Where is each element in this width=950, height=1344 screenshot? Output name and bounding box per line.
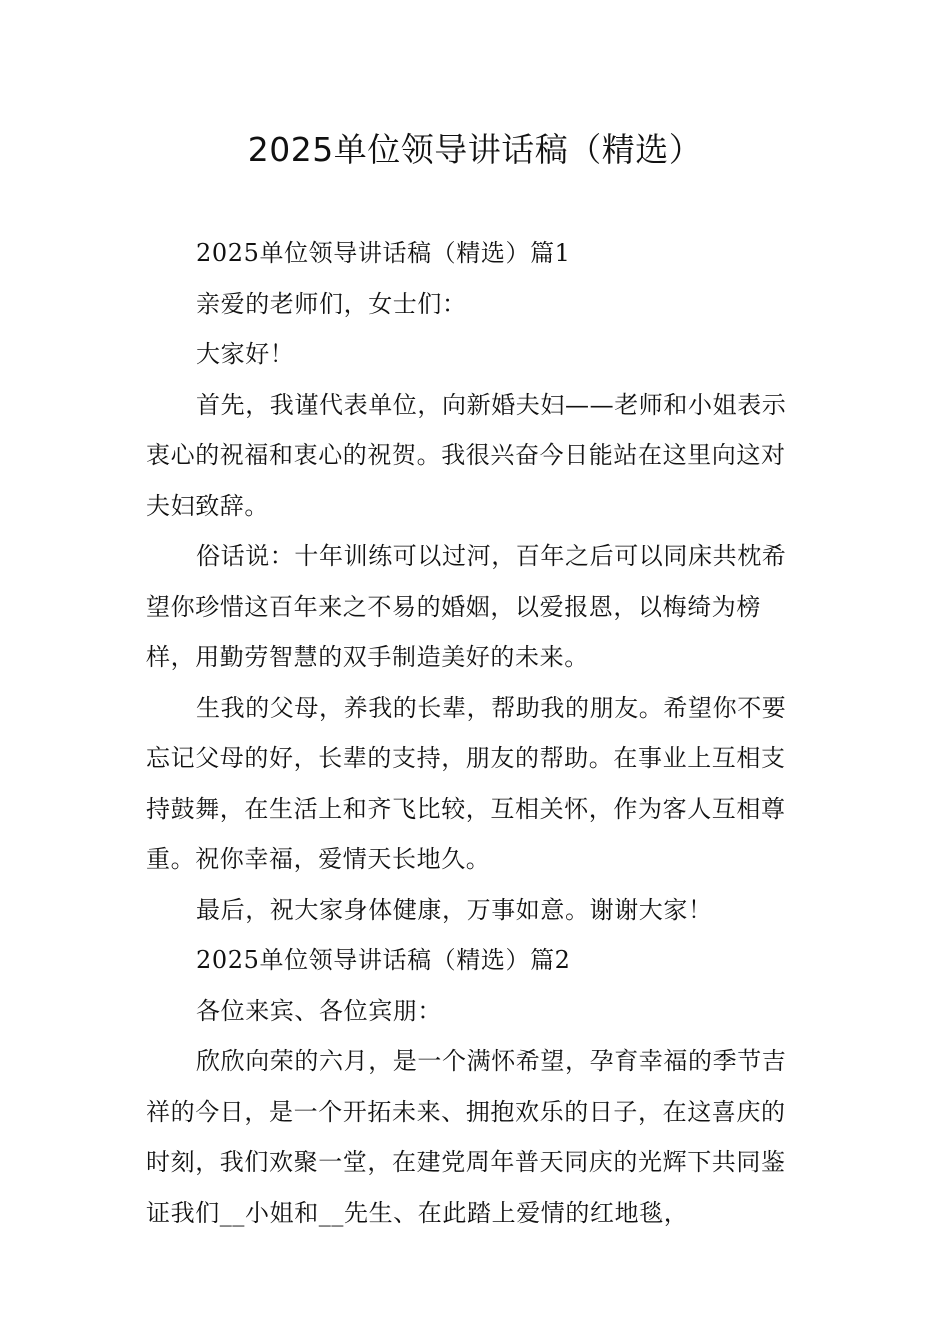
greeting: 大家好！ [196,340,295,368]
paragraph-june: 欣欣向荣的六月，是一个满怀希望，孕育幸福的季节吉祥的今日，是一个开拓未来、拥抱欢乐的日子，在这喜庆的时刻，我们欢聚一堂，在建党周年普天同庆的光辉下共同鉴证我们__小姐和__先生、在此踏上爱情的红地毯， [146,1047,787,1227]
section-heading-2: 2025单位领导讲话稿（精选）篇2 [196,946,571,974]
paragraph-congratulation: 首先，我谨代表单位，向新婚夫妇——老师和小姐表示衷心的祝福和衷心的祝贺。我很兴奋今日能站在这里向这对夫妇致辞。 [146,390,787,520]
salutation-2: 各位来宾、各位宾朋： [196,996,442,1025]
document-title: 2025单位领导讲话稿（精选） [247,130,703,169]
document-body [146,228,806,1238]
paragraph-gratitude: 生我的父母，养我的长辈，帮助我的朋友。希望你不要忘记父母的好，长辈的支持，朋友的帮助。在事业上互相支持鼓舞，在生活上和齐飞比较，互相关怀，作为客人互相尊重。祝你幸福，爱情天长地久。 [146,693,787,873]
paragraph-proverb: 俗话说：十年训练可以过河，百年之后可以同床共枕希望你珍惜这百年来之不易的婚姻，以爱报恩，以梅绮为榜样，用勤劳智慧的双手制造美好的未来。 [146,542,787,671]
section-heading-1: 2025单位领导讲话稿（精选）篇1 [196,239,571,267]
salutation-1: 亲爱的老师们，女士们： [196,289,467,318]
paragraph-closing: 最后，祝大家身体健康，万事如意。谢谢大家！ [196,895,713,924]
